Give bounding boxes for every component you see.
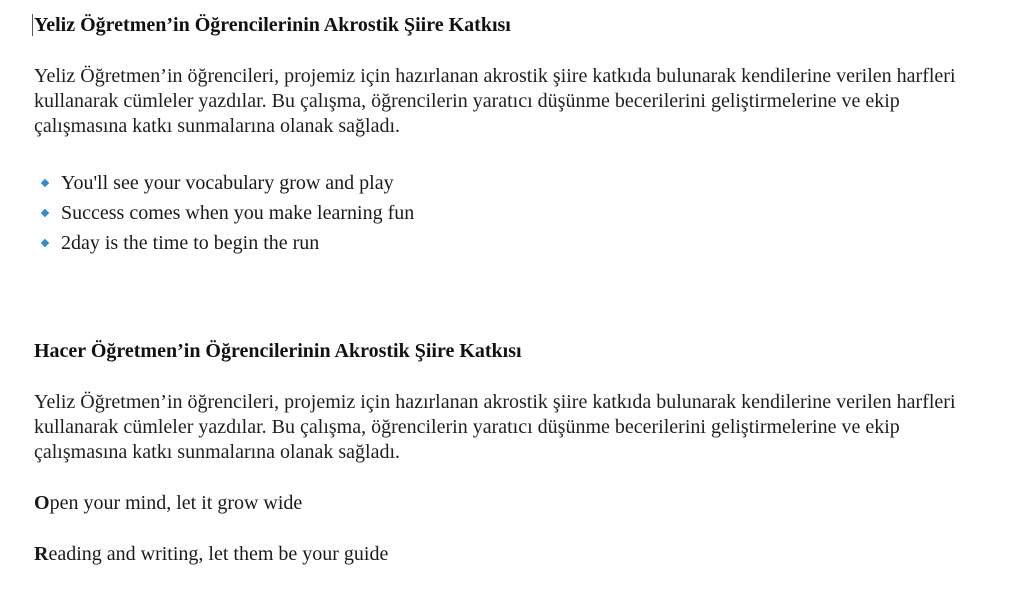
list-item-text: You'll see your vocabulary grow and play bbox=[61, 172, 394, 194]
diamond-bullet-icon bbox=[41, 179, 49, 187]
document-page[interactable] bbox=[34, 12, 994, 567]
list-item bbox=[42, 168, 994, 198]
poem-line bbox=[34, 542, 994, 567]
section-2-paragraph: Yeliz Öğretmen’in öğrencileri, projemiz için hazırlanan akrostik şiire katkıda bulunarak kendilerine verilen harfleri kullanarak cümleler yazdılar. Bu çalışma, öğrencilerin yaratıcı düşünme becerilerini geliştirmelerine ve ekip çalışmasına katkı sunmalarına olanak sağladı. bbox=[34, 391, 956, 463]
section-2-heading: Hacer Öğretmen’in Öğrencilerinin Akrostik Şiire Katkısı bbox=[34, 340, 522, 362]
list-item bbox=[42, 198, 994, 228]
poem-initial: O bbox=[34, 492, 50, 514]
section-1-paragraph: Yeliz Öğretmen’in öğrencileri, projemiz için hazırlanan akrostik şiire katkıda bulunarak kendilerine verilen harfleri kullanarak cümleler yazdılar. Bu çalışma, öğrencilerin yaratıcı düşünme becerilerini geliştirmelerine ve ekip çalışmasına katkı sunmalarına olanak sağladı. bbox=[34, 65, 956, 137]
poem-line-text: eading and writing, let them be your guide bbox=[48, 543, 389, 565]
section-1-heading: Yeliz Öğretmen’in Öğrencilerinin Akrostik Şiire Katkısı bbox=[34, 14, 511, 36]
section-1-bullet-list bbox=[34, 168, 994, 258]
poem-initial: R bbox=[34, 543, 49, 565]
list-item-text: 2day is the time to begin the run bbox=[61, 232, 320, 254]
diamond-bullet-icon bbox=[41, 209, 49, 217]
list-item bbox=[42, 228, 994, 258]
list-item-text: Success comes when you make learning fun bbox=[61, 202, 415, 224]
text-cursor bbox=[32, 14, 33, 36]
poem-line bbox=[34, 491, 994, 516]
diamond-bullet-icon bbox=[41, 239, 49, 247]
poem-line-text: pen your mind, let it grow wide bbox=[49, 492, 303, 514]
